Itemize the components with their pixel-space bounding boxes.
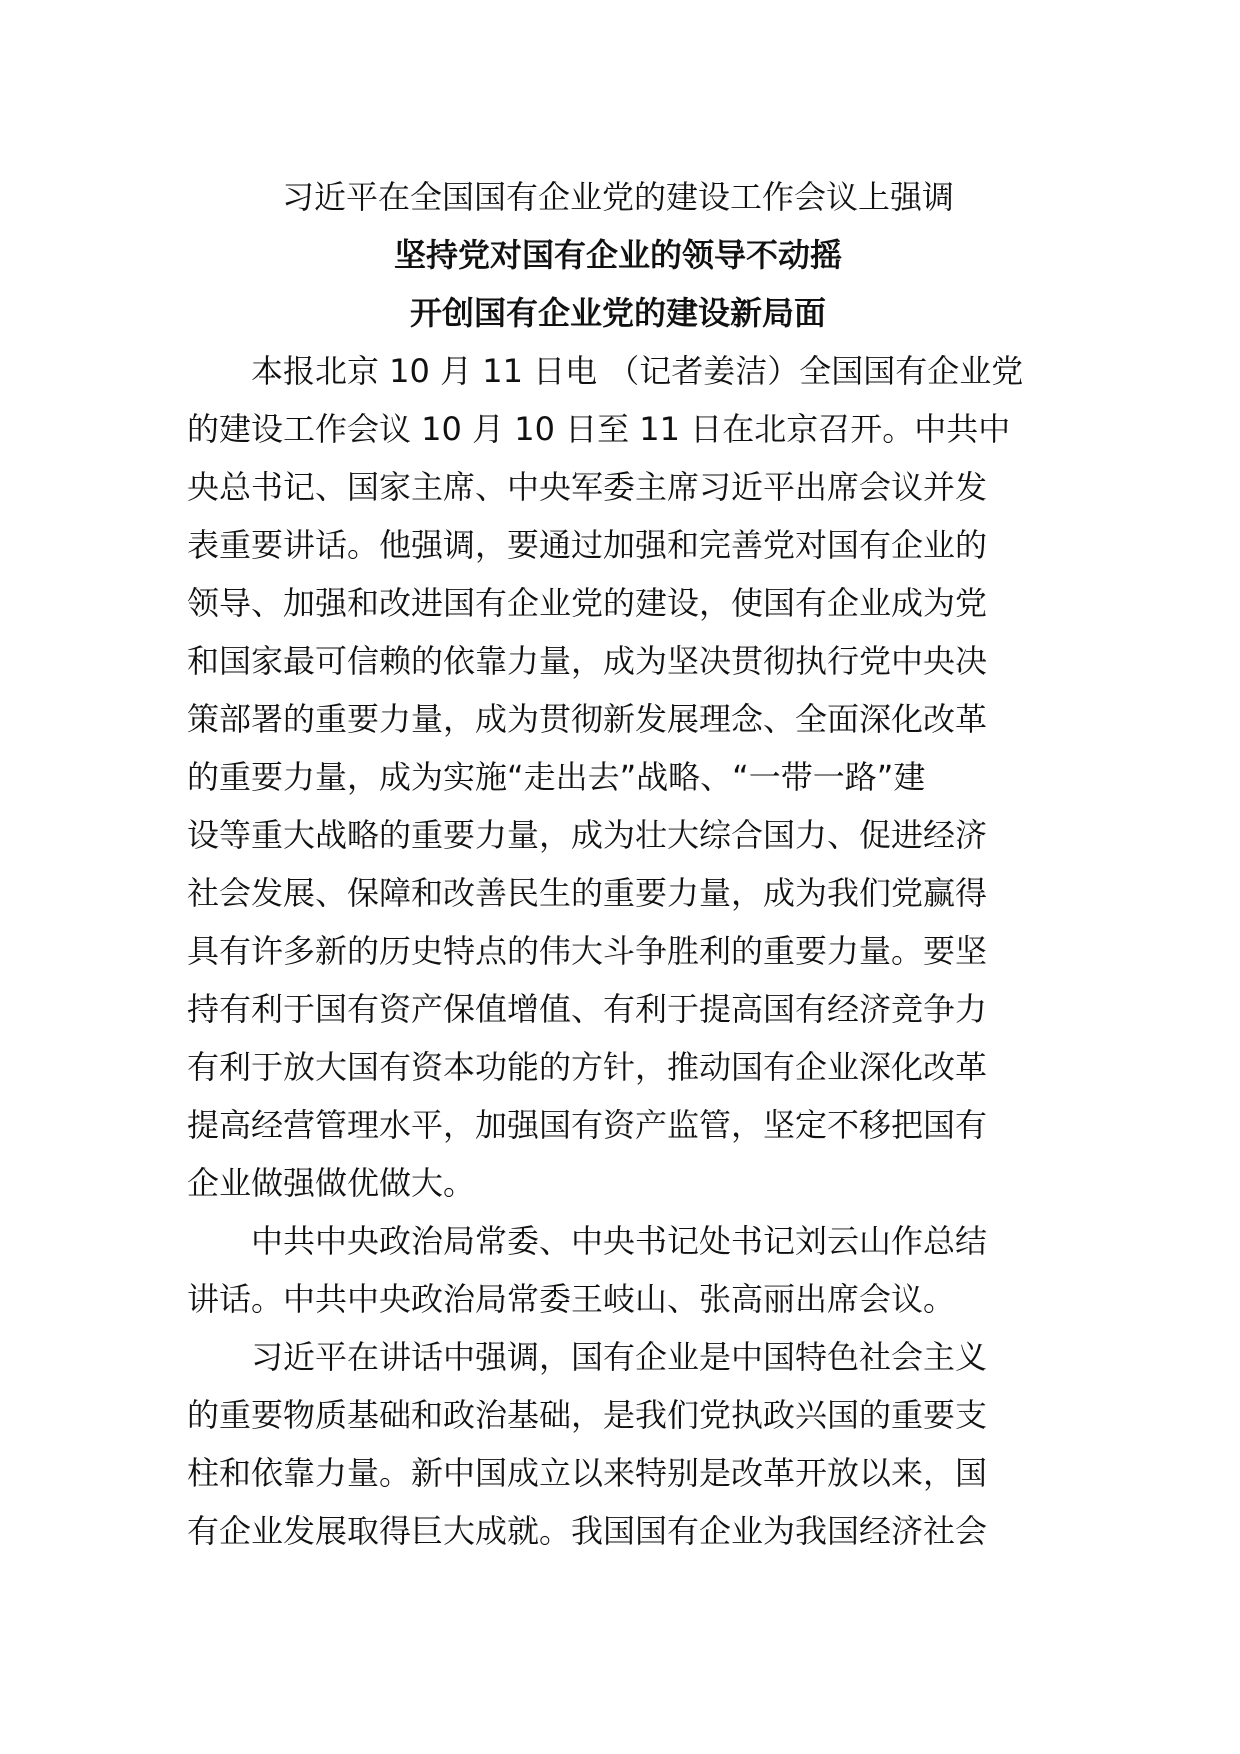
document-content [187, 168, 1049, 1560]
text-line: 本报北京 10 月 11 日电 （记者姜洁）全国国有企业党 [251, 352, 1024, 390]
text-line: 的重要力量，成为实施“走出去”战略、“一带一路”建 [187, 758, 926, 796]
text-line: 策部署的重要力量，成为贯彻新发展理念、全面深化改革 [187, 700, 988, 738]
text-line: 提高经营管理水平，加强国有资产监管，坚定不移把国有 [187, 1106, 988, 1144]
paragraph-3 [187, 1328, 1049, 1560]
headline-lead: 习近平在全国国有企业党的建设工作会议上强调 [281, 178, 954, 216]
text-line: 具有许多新的历史特点的伟大斗争胜利的重要力量。要坚 [187, 932, 988, 970]
text-line: 设等重大战略的重要力量，成为壮大综合国力、促进经济 [187, 816, 988, 854]
text-line: 柱和依靠力量。新中国成立以来特别是改革开放以来，国 [187, 1454, 988, 1492]
headline-main-1: 坚持党对国有企业的领导不动摇 [393, 236, 842, 274]
text-line: 持有利于国有资产保值增值、有利于提高国有经济竞争力 [187, 990, 988, 1028]
text-line: 有企业发展取得巨大成就。我国国有企业为我国经济社会 [187, 1512, 988, 1550]
text-line: 表重要讲话。他强调，要通过加强和完善党对国有企业的 [187, 526, 988, 564]
text-line: 有利于放大国有资本功能的方针，推动国有企业深化改革 [187, 1048, 988, 1086]
headline-main-2: 开创国有企业党的建设新局面 [409, 294, 826, 332]
paragraph-1 [187, 342, 1049, 1212]
text-line: 和国家最可信赖的依靠力量，成为坚决贯彻执行党中央决 [187, 642, 988, 680]
text-line: 领导、加强和改进国有企业党的建设，使国有企业成为党 [187, 584, 988, 622]
paragraph-2 [187, 1212, 1049, 1328]
text-line: 企业做强做优做大。 [187, 1164, 476, 1202]
text-line: 中共中央政治局常委、中央书记处书记刘云山作总结 [251, 1222, 988, 1260]
text-line: 习近平在讲话中强调，国有企业是中国特色社会主义 [251, 1338, 988, 1376]
text-line: 讲话。中共中央政治局常委王岐山、张高丽出席会议。 [187, 1280, 956, 1318]
text-line: 社会发展、保障和改善民生的重要力量，成为我们党赢得 [187, 874, 988, 912]
text-line: 的重要物质基础和政治基础，是我们党执政兴国的重要支 [187, 1396, 988, 1434]
text-line: 央总书记、国家主席、中央军委主席习近平出席会议并发 [187, 468, 988, 506]
text-line: 的建设工作会议 10 月 10 日至 11 日在北京召开。中共中 [187, 410, 1011, 448]
